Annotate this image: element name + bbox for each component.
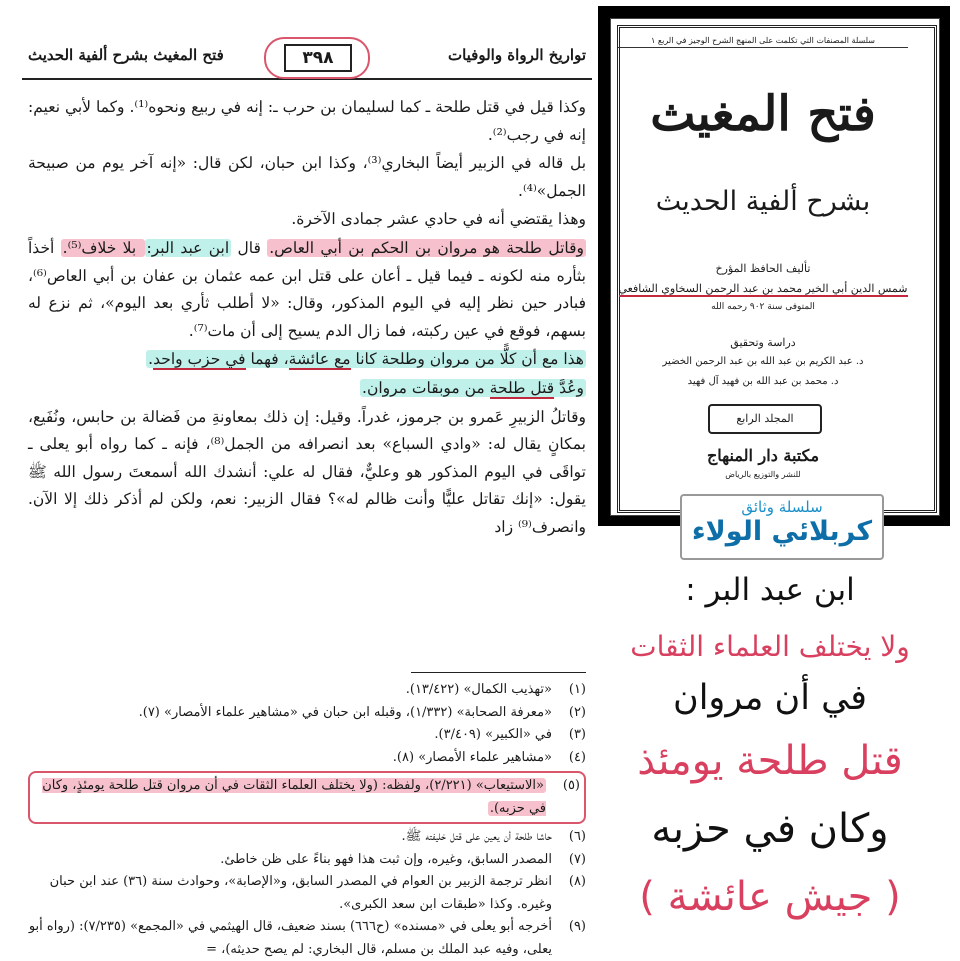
footnote-separator — [411, 672, 586, 673]
quote-line-2: ولا يختلف العلماء الثقات — [630, 630, 910, 663]
cover-by: تأليف الحافظ المؤرخ — [715, 262, 811, 275]
paragraph-5 — [28, 346, 586, 374]
series-logo — [680, 494, 884, 560]
cover-series: سلسلة المصنفات التي تكلمت على المنهج الشرح الوجيز في الربع ١ — [618, 36, 908, 48]
highlight-mubiqat: وعُدَّ قتل طلحة من موبقات مروان. — [362, 378, 584, 397]
text-revenge: أخذاً بثأره منه لكونه ـ فيما قيل ـ أعان على قتل ابن عمه عثمان بن عفان بن أبي العاص⁽⁶⁾، فبادر حين نظر إليه في اليوم المذكور، وقال: «لا أطلب ثأري بعد اليوم»، ثم نزع له بسهم، فوقع في عين ركبته، فما زال الدم يسيح إلى أن مات⁽⁷⁾. — [28, 238, 586, 340]
text-said: قال — [231, 238, 268, 257]
book-cover — [598, 6, 950, 526]
underline-one-party: في حزب واحد — [153, 350, 246, 369]
cover-publisher-sub: للنشر والتوزيع بالرياض — [725, 470, 801, 479]
logo-line-2: كربلائي الولاء — [691, 516, 873, 547]
chapter-title: تواريخ الرواة والوفيات — [447, 46, 586, 64]
book-page — [22, 32, 592, 957]
highlight-no-dispute: بلا خلاف⁽⁵⁾. — [62, 238, 143, 257]
footnote-8: (٨) انظر ترجمة الزبير بن العوام في المصدر السابق، و«الإصابة»، وحوادث سنة (٣٦) عند ابن حبان وغيره. وكذا «طبقات ابن سعد الكبرى». — [49, 874, 586, 912]
cover-author: شمس الدين أبي الخير محمد بن عبد الرحمن السخاوي الشافعي — [618, 282, 908, 295]
logo-line-1: سلسلة وثائق — [741, 498, 823, 516]
cover-publisher: مكتبة دار المنهاج — [706, 446, 820, 465]
page-number-highlight — [264, 37, 370, 79]
underline-with-aisha: مع عائشة — [288, 350, 351, 369]
footnote-5: (٥) «الاستيعاب» (٢/٢٢١)، ولفظه: (ولا يختلف العلماء الثقات في أن مروان قتل طلحة يومئذٍ، وكان في حزبه). — [42, 778, 580, 816]
footnote-7: (٧) المصدر السابق، وغيره، وإن ثبت هذا فهو بناءً على ظن خاطئ. — [220, 851, 586, 867]
paragraph-6 — [28, 375, 586, 403]
quote-line-1: ابن عبد البر : — [685, 572, 855, 608]
paragraph-4 — [28, 235, 586, 345]
paragraph-1: وكذا قيل في قتل طلحة ـ كما لسليمان بن حرب ـ: إنه في ربيع ونحوه⁽¹⁾. وكما لأبي نعيم: إنه في رجب⁽²⁾. — [28, 98, 586, 144]
quote-line-3: في أن مروان — [673, 678, 867, 718]
cover-editor-1: د. عبد الكريم بن عبد الله بن عبد الرحمن الخضير — [662, 356, 864, 367]
footnote-6: (٦) حاشا طلحة أن يعين على قتل خليفته ﷺ. — [401, 829, 586, 844]
highlight-ibn-abd-albarr: ابن عبد البر: — [146, 238, 230, 257]
quote-line-4: قتل طلحة يومئذ — [637, 738, 903, 784]
body-text — [28, 94, 586, 543]
highlight-same-party: هذا مع أن كلًّا من مروان وطلحة كانا مع عائشة، فهما في حزب واحد. — [148, 350, 584, 369]
highlight-killer: وقاتل طلحة هو مروان بن الحكم بن أبي العاص. — [269, 238, 584, 257]
page-header — [22, 32, 592, 80]
cover-title: فتح المغيث — [650, 86, 876, 142]
footnotes — [28, 672, 586, 961]
cover-editor-2: د. محمد بن عبد الله بن فهيد آل فهيد — [687, 376, 839, 387]
footnote-2: (٢) «معرفة الصحابة» (١/٣٣٢)، وقبله ابن حبان في «مشاهير علماء الأمصار» (٧). — [138, 704, 586, 720]
footnote-3: (٣) في «الكبير» (٣/٤٠٩). — [434, 727, 586, 742]
underline-killing-talha: قتل طلحة — [489, 378, 555, 397]
paragraph-2: بل قاله في الزبير أيضاً البخاري⁽³⁾، وكذا ابن حبان، لكن قال: «إنه آخر يوم من صبيحة الجمل»⁽⁴⁾. — [28, 154, 587, 200]
cover-volume: المجلد الرابع — [708, 404, 822, 434]
cover-died: المتوفى سنة ٩٠٢ رحمه الله — [711, 302, 815, 312]
cover-study: دراسة وتحقيق — [730, 336, 796, 349]
cover-subtitle: بشرح ألفية الحديث — [655, 186, 871, 217]
paragraph-3: وهذا يقتضي أنه في حادي عشر جمادى الآخرة. — [291, 210, 586, 229]
book-title: فتح المغيث بشرح ألفية الحديث — [28, 46, 224, 64]
quote-line-6: ( جيش عائشة ) — [639, 874, 901, 920]
footnote-4: (٤) «مشاهير علماء الأمصار» (٨). — [392, 749, 586, 765]
footnote-1: (١) «تهذيب الكمال» (١٣/٤٢٢). — [405, 682, 586, 697]
paragraph-7: وقاتلُ الزبيرِ عَمرو بن جرموز، غدراً. وقيل: إن ذلك بمعاونةِ من فَضالة بن حابس، ونُفَيع، بمكانٍ يقال له: «وادي السباع» بعد انصرافه من الجمل⁽⁸⁾، فإنه ـ كما رواه أبو يعلى ـ تواقَى في اليوم المذكور هو وعليٌّ، فقال له علي: أنشدك الله أسمعتَ رسول الله ﷺ يقول: «إنك تقاتل عليًّا وأنت ظالم له»؟ فقال الزبير: نعم، ولكن لم أذكر ذلك إلا الآن. وانصرف⁽⁹⁾ زاد — [28, 407, 586, 536]
footnote-9: (٩) أخرجه أبو يعلى في «مسنده» (ح٦٦٦) بسند ضعيف، قال الهيثمي في «المجمع» (٧/٢٣٥): (رواه أبو يعلى، وفيه عبد الملك بن مسلم، قال البخاري: لم يصح حديثه)، = — [28, 919, 586, 957]
quote-line-5: وكان في حزبه — [651, 806, 889, 852]
footnote-5-highlight — [28, 771, 586, 824]
page-number: ٣٩٨ — [284, 44, 352, 72]
